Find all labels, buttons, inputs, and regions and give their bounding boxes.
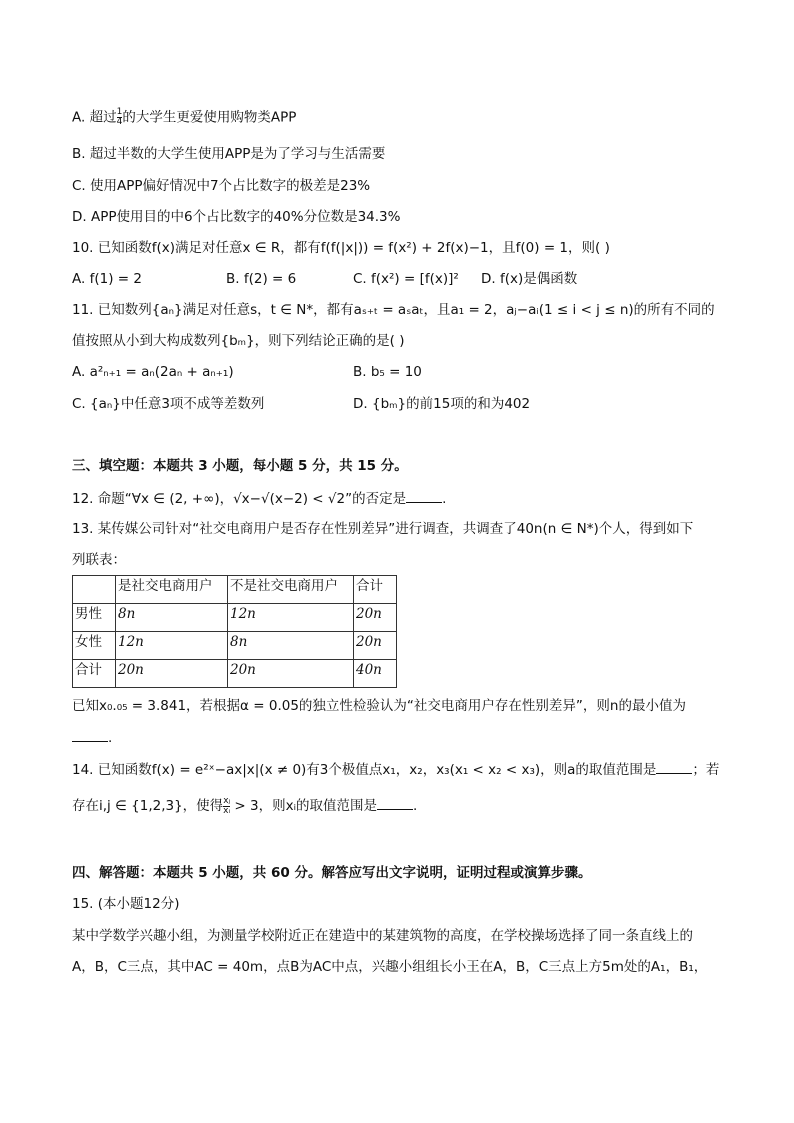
- q9-option-b: B. 超过半数的大学生使用APP是为了学习与生活需要: [72, 146, 386, 162]
- table-header-cell: 不是社交电商用户: [228, 576, 354, 604]
- q15-line2: A，B，C三点，其中AC = 40m，点B为AC中点，兴趣小组组长小王在A，B，C三点上方5m处的A₁，B₁，: [72, 959, 708, 975]
- q14-answer-blank-1[interactable]: [656, 760, 692, 774]
- table-cell: 12n: [228, 604, 354, 632]
- q14-line1: 14. 已知函数f(x) = e²ˣ−ax|x|(x ≠ 0)有3个极值点x₁，x₂，x₃(x₁ < x₂ < x₃)，则a的取值范围是 ；若: [72, 762, 720, 778]
- q14-fraction: $\frac{\text{xⱼ}}{\text{xᵢ}}$: [223, 795, 231, 816]
- q10-option-c: C. f(x²) = [f(x)]²: [353, 271, 459, 287]
- table-cell: 40n: [354, 660, 397, 688]
- table-row: [73, 604, 397, 632]
- q11-stem-line2: 值按照从小到大构成数列{bₘ}，则下列结论正确的是( ): [72, 333, 405, 349]
- q14-answer-blank-2[interactable]: [377, 796, 413, 810]
- q9-fraction: $\frac{1}{4}$: [116, 107, 123, 127]
- table-row: [73, 632, 397, 660]
- table-header-cell: 合计: [354, 576, 397, 604]
- table-cell: 20n: [228, 660, 354, 688]
- q11-option-c: C. {aₙ}中任意3项不成等差数列: [72, 396, 265, 412]
- q11-option-a: A. a²ₙ₊₁ = aₙ(2aₙ + aₙ₊₁): [72, 364, 234, 380]
- q15-title: 15. (本小题12分): [72, 896, 180, 912]
- q10-option-d: D. f(x)是偶函数: [481, 271, 578, 287]
- q13-line1: 13. 某传媒公司针对“社交电商用户是否存在性别差异”进行调查，共调查了40n(n ∈ N*)个人，得到如下: [72, 521, 694, 537]
- table-cell: 20n: [116, 660, 228, 688]
- table-cell: 20n: [354, 632, 397, 660]
- q9-option-a: A. 超过 $\frac{1}{4}$ 的大学生更爱使用购物类APP: [72, 107, 297, 127]
- section4-heading: 四、解答题：本题共 5 小题，共 60 分。解答应写出文字说明，证明过程或演算步骤。: [72, 865, 592, 881]
- q11-option-b: B. b₅ = 10: [353, 364, 422, 380]
- table-cell: 男性: [73, 604, 116, 632]
- q11-stem-line1: 11. 已知数列{aₙ}满足对任意s，t ∈ N*，都有aₛ₊ₜ = aₛaₜ，且a₁ = 2，aⱼ−aᵢ(1 ≤ i < j ≤ n)的所有不同的: [72, 302, 715, 318]
- q15-line1: 某中学数学兴趣小组，为测量学校附近正在建造中的某建筑物的高度，在学校操场选择了同一条直线上的: [72, 928, 693, 944]
- q10-option-a: A. f(1) = 2: [72, 271, 142, 287]
- table-cell: 合计: [73, 660, 116, 688]
- q9-option-c: C. 使用APP偏好情况中7个占比数字的极差是23%: [72, 178, 371, 194]
- table-cell: 8n: [228, 632, 354, 660]
- table-header-cell: [73, 576, 116, 604]
- table-cell: 女性: [73, 632, 116, 660]
- q12: 12. 命题“∀x ∈ (2, +∞)，√x−√(x−2) < √2”的否定是 .: [72, 491, 447, 507]
- table-header-row: [73, 576, 397, 604]
- q12-answer-blank[interactable]: [406, 489, 442, 503]
- q14-line2: 存在i,j ∈ {1,2,3}，使得 $\frac{\text{xⱼ}}{\text{xᵢ}}$ > 3，则xᵢ的取值范围是 .: [72, 795, 418, 816]
- table-row: [73, 660, 397, 688]
- table-header-cell: 是社交电商用户: [116, 576, 228, 604]
- q13-answer-line: .: [72, 728, 112, 747]
- section3-heading: 三、填空题：本题共 3 小题，每小题 5 分，共 15 分。: [72, 458, 408, 474]
- contingency-table: [72, 575, 397, 688]
- q10-stem: 10. 已知函数f(x)满足对任意x ∈ R，都有f(f(|x|)) = f(x²) + 2f(x)−1，且f(0) = 1，则( ): [72, 240, 610, 256]
- table-cell: 12n: [116, 632, 228, 660]
- table-cell: 8n: [116, 604, 228, 632]
- q11-option-d: D. {bₘ}的前15项的和为402: [353, 396, 531, 412]
- table-cell: 20n: [354, 604, 397, 632]
- q13-answer-blank[interactable]: [72, 728, 108, 742]
- q10-option-b: B. f(2) = 6: [226, 271, 297, 287]
- q13-after-line: 已知x₀.₀₅ = 3.841，若根据α = 0.05的独立性检验认为“社交电商用户存在性别差异”，则n的最小值为: [72, 698, 686, 714]
- q13-line2: 列联表：: [72, 552, 126, 568]
- q9-option-d: D. APP使用目的中6个占比数字的40%分位数是34.3%: [72, 209, 401, 225]
